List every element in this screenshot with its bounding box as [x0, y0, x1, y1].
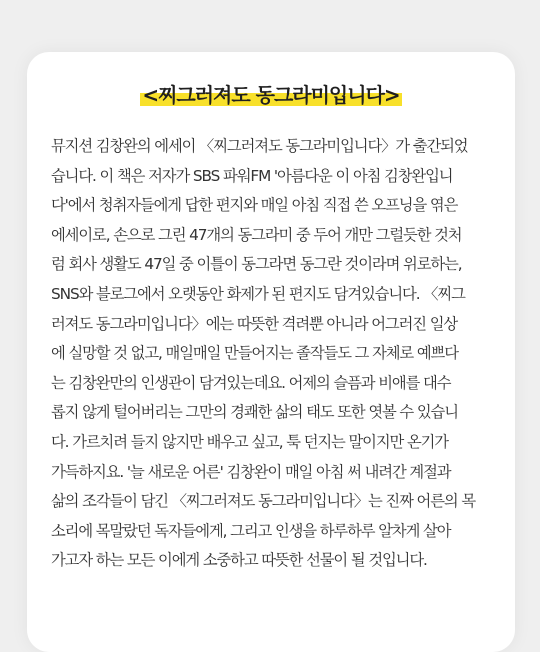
body-line: 럼 회사 생활도 47일 중 이틀이 동그라면 동그란 것이라며 위로하는, [51, 255, 462, 274]
body-line: 삶의 조각들이 담긴 〈찌그러져도 동그라미입니다〉는 진짜 어른의 목 [51, 492, 476, 511]
body-line: 는 김창완만의 인생관이 담겨있는데요. 어제의 슬픔과 비애를 대수 [51, 373, 451, 392]
body-line: SNS와 블로그에서 오랫동안 화제가 된 편지도 담겨있습니다. 〈찌그 [51, 284, 465, 303]
body-line: 다. 가르치려 들지 않지만 배우고 싶고, 툭 던지는 말이지만 온기가 [51, 432, 448, 451]
card-body-text [51, 132, 497, 576]
body-line: 롭지 않게 털어버리는 그만의 경쾌한 삶의 태도 또한 엿볼 수 있습니 [51, 403, 458, 422]
body-line: 뮤지션 김창완의 에세이 〈찌그러져도 동그라미입니다〉가 출간되었 [51, 137, 468, 155]
body-line: 에세이로, 손으로 그린 47개의 동그라미 중 두어 개만 그럴듯한 것처 [51, 225, 462, 244]
card-title: <찌그러져도 동그라미입니다> [142, 83, 400, 107]
body-line: 가득하지요. '늘 새로운 어른' 김창완이 매일 아침 써 내려간 계절과 [51, 462, 451, 481]
body-line: 습니다. 이 책은 저자가 SBS 파워FM '아름다운 이 아침 김창완입니 [51, 166, 453, 185]
intro-card [27, 52, 515, 652]
body-line: 다'에서 청취자들에게 답한 편지와 매일 아침 직접 쓴 오프닝을 엮은 [51, 196, 458, 215]
body-line: 가고자 하는 모든 이에게 소중하고 따뜻한 선물이 될 것입니다. [51, 551, 427, 570]
body-line: 소리에 목말랐던 독자들에게, 그리고 인생을 하루하루 알차게 살아 [51, 521, 451, 540]
body-line: 러져도 동그라미입니다〉에는 따뜻한 격려뿐 아니라 어그러진 일상 [51, 314, 458, 333]
body-line: 에 실망할 것 없고, 매일매일 만들어지는 졸작들도 그 자체로 예쁘다 [51, 344, 458, 363]
card-title-wrapper [27, 82, 515, 108]
